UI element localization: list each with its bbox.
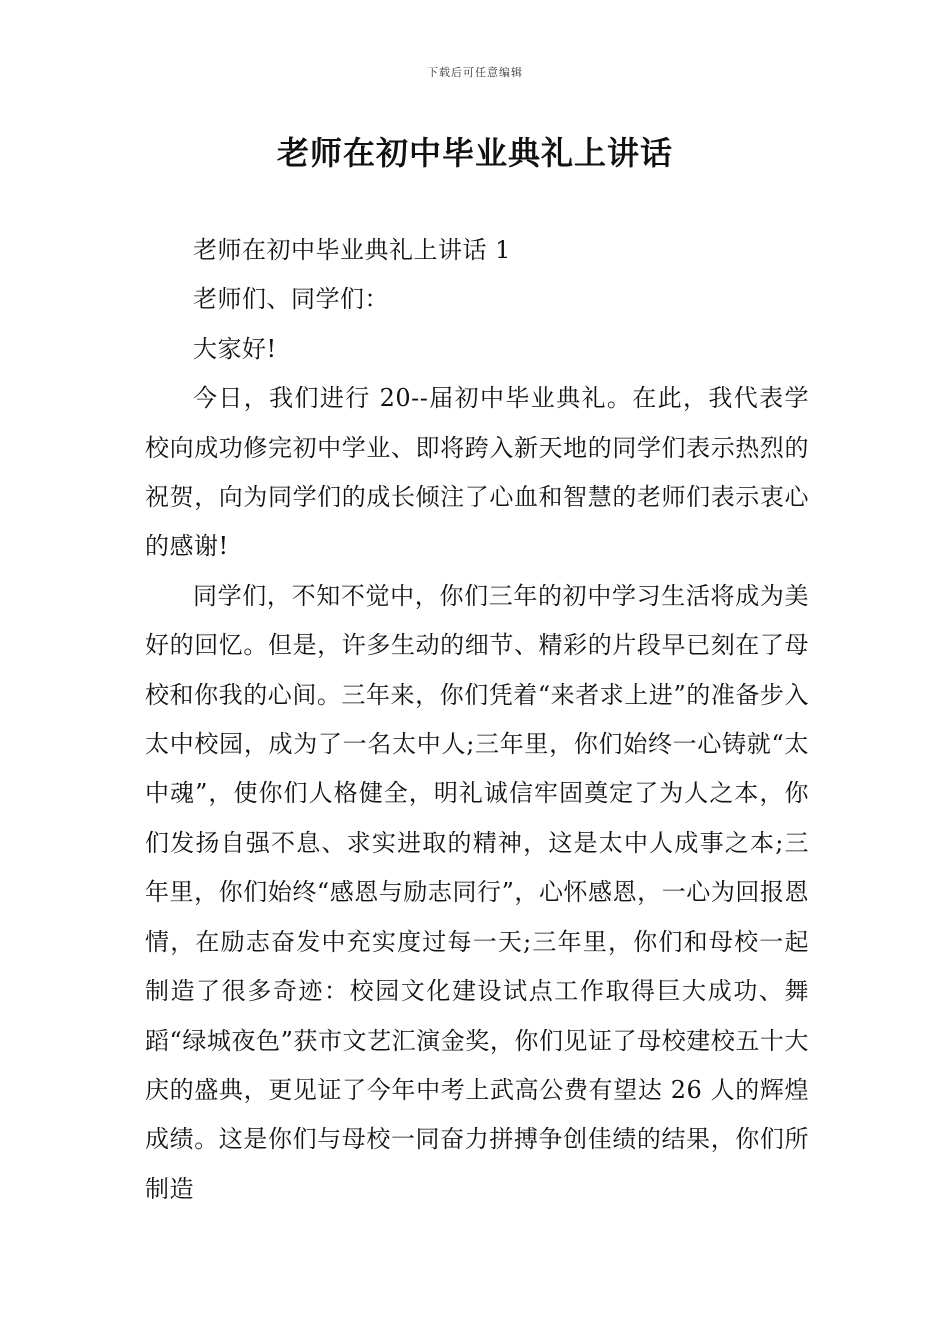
paragraph-salutation: 老师们、同学们： (193, 285, 389, 314)
paragraph-greeting: 大家好! (193, 334, 277, 363)
header-note: 下载后可任意编辑 (427, 66, 523, 79)
document-body (145, 226, 809, 1214)
paragraph-heading: 老师在初中毕业典礼上讲话 1 (193, 236, 511, 264)
paragraph-opening: 今日，我们进行 20--届初中毕业典礼。在此，我代表学校向成功修完初中学业、即将跨入新天地的同学们表示热烈的祝贺，向为同学们的成长倾注了心血和智慧的老师们表示衷心的感谢! (145, 384, 809, 561)
paragraph-main: 同学们，不知不觉中，你们三年的初中学习生活将成为美好的回忆。但是，许多生动的细节、精彩的片段早已刻在了母校和你我的心间。三年来，你们凭着“来者求上进”的准备步入太中校园，成为了一名太中人;三年里，你们始终一心铸就“太中魂”，使你们人格健全，明礼诚信牢固奠定了为人之本，你们发扬自强不息、求实进取的精神，这是太中人成事之本;三年里，你们始终“感恩与励志同行”，心怀感恩，一心为回报恩情，在励志奋发中充实度过每一天;三年里，你们和母校一起制造了很多奇迹：校园文化建设试点工作取得巨大成功、舞蹈“绿城夜色”获市文艺汇演金奖，你们见证了母校建校五十大庆的盛典，更见证了今年中考上武高公费有望达 26 人的辉煌成绩。这是你们与母校一同奋力拼搏争创佳绩的结果，你们所制造 (145, 581, 809, 1203)
document-title: 老师在初中毕业典礼上讲话 (276, 134, 673, 172)
